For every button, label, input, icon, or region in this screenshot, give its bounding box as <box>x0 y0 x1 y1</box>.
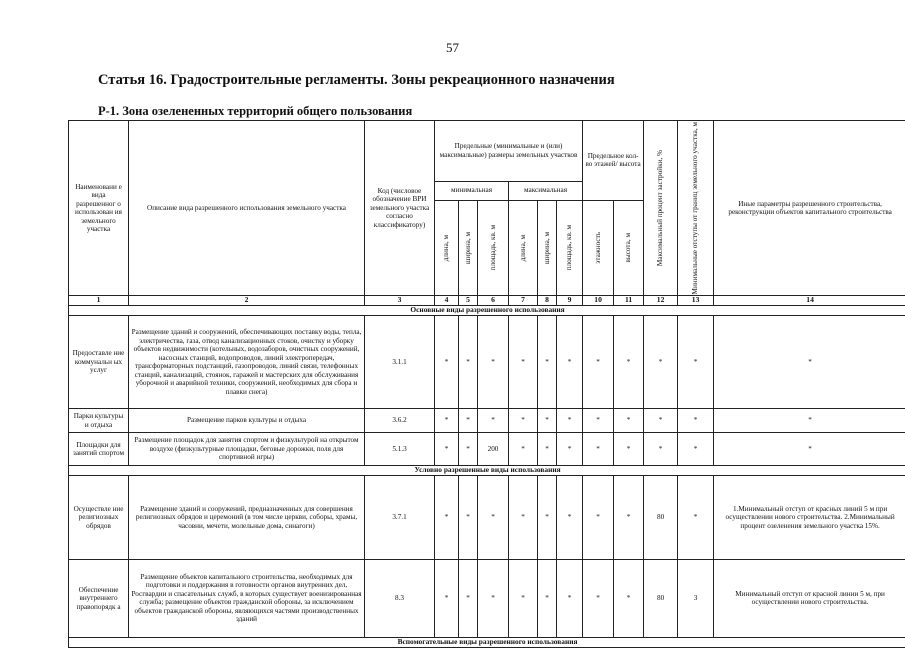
row-value: * <box>583 475 614 559</box>
row-value: * <box>557 475 583 559</box>
row-value: * <box>678 475 714 559</box>
row-code: 8.3 <box>365 559 435 637</box>
row-value: * <box>478 559 509 637</box>
header-other: Иные параметры разрешенного строительства, реконструкции объектов капитального строительства <box>714 121 905 296</box>
column-number: 13 <box>678 296 714 306</box>
row-value: * <box>459 559 478 637</box>
table-row <box>69 316 905 409</box>
table-row <box>69 409 905 433</box>
row-value: * <box>538 409 557 433</box>
row-description: Размещение площадок для занятия спортом и физкультурой на открытом воздухе (физкультурные площадки, беговые дорожки, поля для спортивной игры) <box>129 433 365 466</box>
column-number: 2 <box>129 296 365 306</box>
header-max-width: ширина, м <box>538 200 557 296</box>
row-value: * <box>557 559 583 637</box>
row-value: * <box>435 316 459 409</box>
row-value: * <box>509 559 538 637</box>
row-value: * <box>644 409 678 433</box>
regulations-table <box>68 120 905 648</box>
section-auxiliary: Вспомогательные виды разрешенного использования <box>69 637 905 647</box>
row-value: 3 <box>678 559 714 637</box>
row-other: Минимальный отступ от красной линии 5 м, при осуществлении нового строительства. <box>714 559 905 637</box>
column-number: 11 <box>614 296 644 306</box>
article-title: Статья 16. Градостроительные регламенты. Зоны рекреационного назначения <box>98 72 615 89</box>
row-other: 1.Минимальный отступ от красных линий 5 м при осуществлении нового строительства. 2.Минимальный процент озеленения земельного участка 15%. <box>714 475 905 559</box>
row-value: * <box>557 409 583 433</box>
header-min: минимальная <box>435 181 509 200</box>
column-numbers-row <box>69 296 905 306</box>
column-number: 6 <box>478 296 509 306</box>
row-code: 5.1.3 <box>365 433 435 466</box>
row-value: * <box>459 475 478 559</box>
row-value: * <box>614 409 644 433</box>
column-number: 9 <box>557 296 583 306</box>
header-floors: этажность <box>583 200 614 296</box>
row-value: * <box>644 316 678 409</box>
row-code: 3.1.1 <box>365 316 435 409</box>
row-value: * <box>614 433 644 466</box>
section-main: Основные виды разрешенного использования <box>69 306 905 316</box>
column-number: 1 <box>69 296 129 306</box>
row-value: * <box>614 316 644 409</box>
row-name: Площадки для занятий спортом <box>69 433 129 466</box>
row-value: * <box>478 475 509 559</box>
row-value: * <box>583 559 614 637</box>
column-number: 8 <box>538 296 557 306</box>
header-max-area: площадь, кв. м <box>557 200 583 296</box>
row-value: * <box>435 409 459 433</box>
row-value: * <box>478 409 509 433</box>
row-value: * <box>509 316 538 409</box>
row-description: Размещение объектов капитального строительства, необходимых для подготовки и поддержания в готовности органов внутренних дел, Росгвардии и спасательных служб, в которых существует военизированная служба; размещение объектов гражданской обороны, за исключением объектов гражданской обороны, являющихся частями производственных зданий <box>129 559 365 637</box>
row-value: * <box>435 475 459 559</box>
header-limits: Предельные (минимальные и (или) максимальные) размеры земельных участков <box>435 121 583 182</box>
row-value: * <box>538 475 557 559</box>
row-description: Размещение зданий и сооружений, предназначенных для совершения религиозных обрядов и церемоний (в том числе церкви, соборы, храмы, часовни, мечети, молельные дома, синагоги) <box>129 475 365 559</box>
row-value: * <box>435 559 459 637</box>
row-code: 3.7.1 <box>365 475 435 559</box>
row-value: * <box>459 316 478 409</box>
row-value: * <box>509 475 538 559</box>
section-conditional: Условно разрешенные виды использования <box>69 466 905 476</box>
row-value: * <box>583 433 614 466</box>
header-coverage: Максимальный процент застройки, % <box>644 121 678 296</box>
row-value: * <box>538 559 557 637</box>
zone-title: Р-1. Зона озелененных территорий общего пользования <box>98 104 412 119</box>
row-value: * <box>459 409 478 433</box>
row-value: * <box>678 316 714 409</box>
column-number: 5 <box>459 296 478 306</box>
row-value: 80 <box>644 559 678 637</box>
row-value: * <box>583 409 614 433</box>
header-setback: Минимальные отступы от границ земельного участка, м <box>678 121 714 296</box>
row-name: Предоставле ние коммунальн ых услуг <box>69 316 129 409</box>
row-value: * <box>557 316 583 409</box>
row-value: * <box>459 433 478 466</box>
column-number: 4 <box>435 296 459 306</box>
row-code: 3.6.2 <box>365 409 435 433</box>
row-value: * <box>435 433 459 466</box>
row-value: * <box>478 316 509 409</box>
page-number: 57 <box>0 40 905 56</box>
row-value: * <box>644 433 678 466</box>
column-number: 12 <box>644 296 678 306</box>
header-min-width: ширина, м <box>459 200 478 296</box>
row-other: * <box>714 433 905 466</box>
row-description: Размещение парков культуры и отдыха <box>129 409 365 433</box>
header-code: Код (числовое обозначение ВРИ земельного участка согласно классификатору) <box>365 121 435 296</box>
column-number: 14 <box>714 296 905 306</box>
row-value: * <box>614 475 644 559</box>
row-value: * <box>614 559 644 637</box>
table-row <box>69 559 905 637</box>
row-name: Обеспечение внутреннего правопорядк а <box>69 559 129 637</box>
row-value: * <box>509 409 538 433</box>
row-other: * <box>714 316 905 409</box>
row-value: * <box>678 433 714 466</box>
header-floors-group: Предельное кол-во этажей/ высота <box>583 121 644 201</box>
row-other: * <box>714 409 905 433</box>
row-value: * <box>538 316 557 409</box>
table-row <box>69 433 905 466</box>
header-description: Описание вида разрешенного использования земельного участка <box>129 121 365 296</box>
header-max: максимальная <box>509 181 583 200</box>
row-value: * <box>538 433 557 466</box>
row-value: * <box>583 316 614 409</box>
column-number: 3 <box>365 296 435 306</box>
row-value: * <box>557 433 583 466</box>
row-name: Парки культуры и отдыха <box>69 409 129 433</box>
header-min-length: длина, м <box>435 200 459 296</box>
row-description: Размещение зданий и сооружений, обеспечивающих поставку воды, тепла, электричества, газа, отвод канализационных стоков, очистку и уборку объектов недвижимости (котельных, водозаборов, очистных сооружений, насосных станций, водопроводов, линий электропередач, трансформаторных подстанций, газопроводов, линий связи, телефонных станций, канализаций, стоянок, гаражей и мастерских для обслуживания уборочной и аварийной техники, сооружений, необходимых для сбора и плавки снега) <box>129 316 365 409</box>
header-max-length: длина, м <box>509 200 538 296</box>
column-number: 7 <box>509 296 538 306</box>
column-number: 10 <box>583 296 614 306</box>
header-height: высота, м <box>614 200 644 296</box>
header-min-area: площадь, кв. м <box>478 200 509 296</box>
header-name: Наименовани е вида разрешенног о использован ия земельного участка <box>69 121 129 296</box>
table-row <box>69 475 905 559</box>
row-value: * <box>509 433 538 466</box>
row-value: 80 <box>644 475 678 559</box>
row-name: Осуществле ние религиозных обрядов <box>69 475 129 559</box>
row-value: 200 <box>478 433 509 466</box>
row-value: * <box>678 409 714 433</box>
